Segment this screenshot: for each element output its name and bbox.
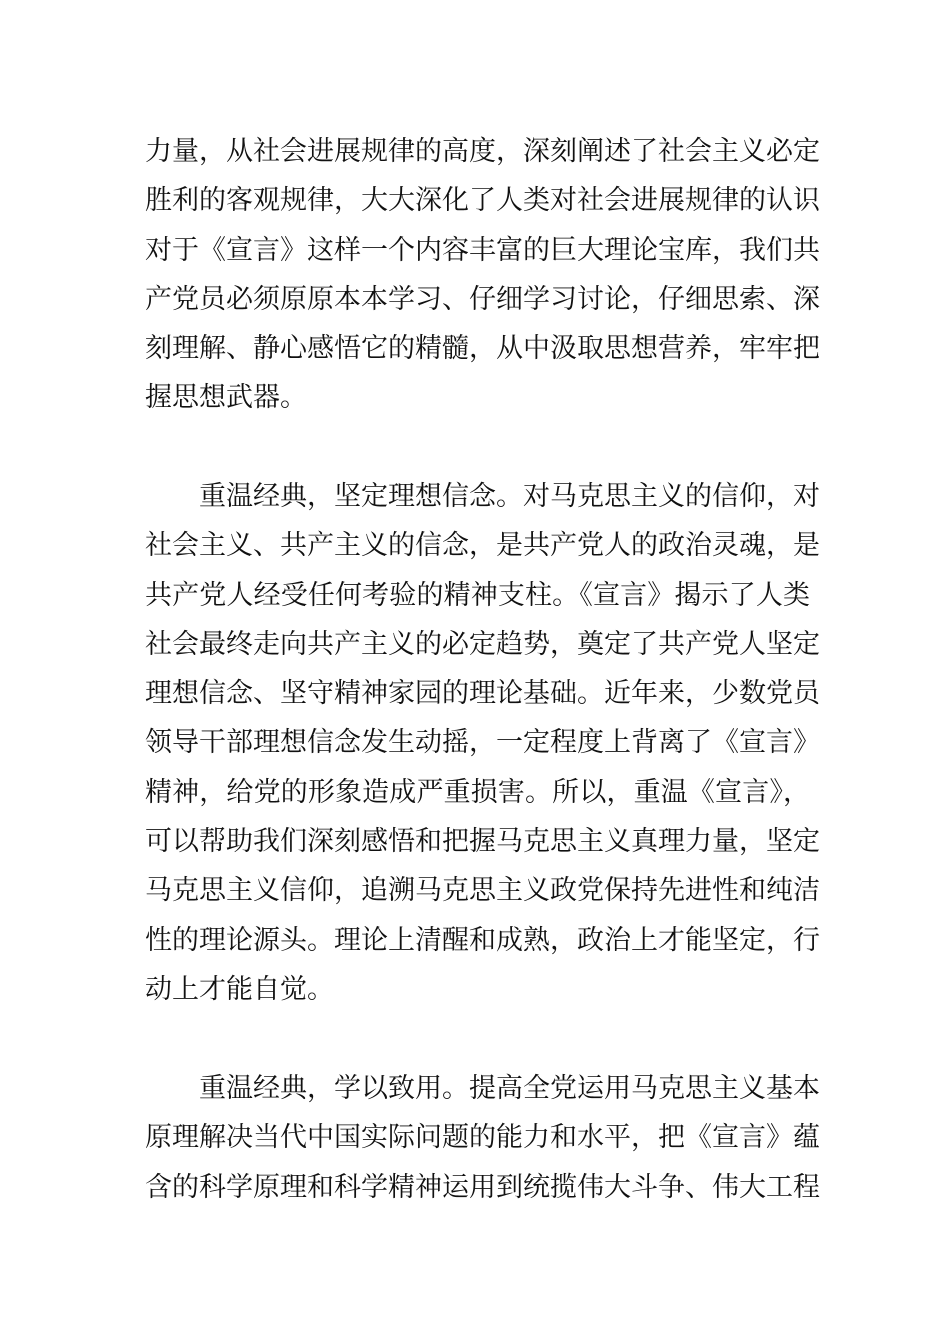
- text-line: 可以帮助我们深刻感悟和把握马克思主义真理力量，坚定: [145, 826, 820, 858]
- text-line: 胜利的客观规律，大大深化了人类对社会进展规律的认识: [145, 185, 820, 217]
- text-line: 社会主义、共产主义的信念，是共产党人的政治灵魂，是: [145, 530, 820, 562]
- text-line: 重温经典，坚定理想信念。对马克思主义的信仰，对: [199, 481, 820, 512]
- text-line: 社会最终走向共产主义的必定趋势，奠定了共产党人坚定: [145, 628, 820, 660]
- text-line: 握思想武器。: [145, 382, 307, 414]
- paragraph-1: [145, 127, 820, 423]
- paragraph-3: [145, 1064, 820, 1212]
- text-line: 力量，从社会进展规律的高度，深刻阐述了社会主义必定: [145, 136, 820, 167]
- text-line: 共产党人经受任何考验的精神支柱。《宣言》揭示了人类: [145, 579, 810, 611]
- text-line: 重温经典，学以致用。提高全党运用马克思主义基本: [199, 1073, 820, 1104]
- paragraph-2: [145, 472, 820, 1014]
- text-line: 精神，给党的形象造成严重损害。所以，重温《宣言》，: [145, 776, 810, 808]
- text-line: 马克思主义信仰，追溯马克思主义政党保持先进性和纯洁: [145, 875, 820, 907]
- text-line: 领导干部理想信念发生动摇，一定程度上背离了《宣言》: [145, 727, 820, 759]
- text-line: 含的科学原理和科学精神运用到统揽伟大斗争、伟大工程: [145, 1171, 820, 1203]
- text-line: 刻理解、静心感悟它的精髓，从中汲取思想营养，牢牢把: [145, 333, 820, 365]
- text-line: 对于《宣言》这样一个内容丰富的巨大理论宝库，我们共: [145, 234, 820, 266]
- text-line: 动上才能自觉。: [145, 973, 334, 1005]
- text-line: 理想信念、坚守精神家园的理论基础。近年来，少数党员: [145, 678, 820, 710]
- text-line: 性的理论源头。理论上清醒和成熟，政治上才能坚定，行: [145, 924, 820, 956]
- text-line: 产党员必须原原本本学习、仔细学习讨论，仔细思索、深: [145, 283, 820, 315]
- text-line: 原理解决当代中国实际问题的能力和水平，把《宣言》蕴: [145, 1122, 820, 1154]
